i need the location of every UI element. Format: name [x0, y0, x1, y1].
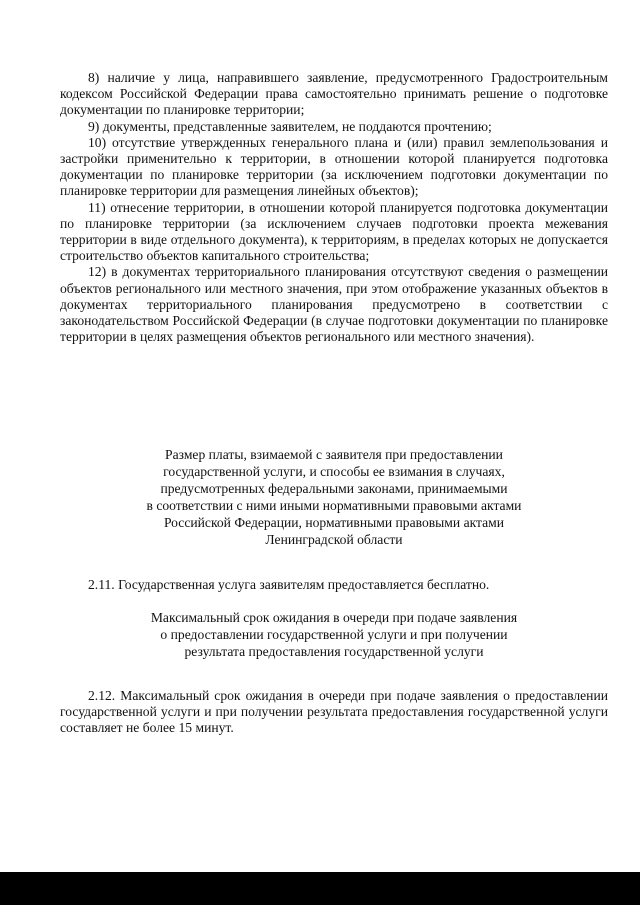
heading-line: Размер платы, взимаемой с заявителя при предоставлении: [165, 447, 503, 462]
heading-line: Максимальный срок ожидания в очереди при подаче заявления: [150, 610, 518, 625]
list-section: [60, 70, 608, 345]
paragraph-2-11: 2.11. Государственная услуга заявителям предоставляется бесплатно.: [88, 577, 490, 592]
list-item-12: 12) в документах территориального планирования отсутствуют сведения о размещении объектов регионального или местного значения, при этом отображение указанных объектов в документах территориального планирования предусмотрено в соответствии с законодательством Российской Федерации (в случае подготовки документации по планировке территории в целях размещения объектов регионального или местного значения).: [60, 264, 608, 345]
heading-line: в соответствии с ними иными нормативными правовыми актами: [146, 498, 522, 513]
wait-time-section-heading: [60, 609, 608, 660]
list-item-8: 8) наличие у лица, направившего заявление, предусмотренного Градостроительным кодексом Российской Федерации права самостоятельно принимать решение о подготовке документации по планировке территории;: [60, 70, 608, 118]
heading-line: Российской Федерации, нормативными правовыми актами: [163, 515, 505, 530]
list-item-9: 9) документы, представленные заявителем, не поддаются прочтению;: [88, 118, 492, 134]
heading-line: Ленинградской области: [265, 532, 403, 547]
heading-line: государственной услуги, и способы ее взимания в случаях,: [163, 464, 505, 479]
list-item-11: 11) отнесение территории, в отношении которой планируется подготовка документации по планировке территории (за исключением случаев подготовки проекта межевания территории в виде отдельного документа), к территориям, в пределах которых не допускается строительство объектов капитального строительства;: [60, 199, 608, 264]
list-item-10: 10) отсутствие утвержденных генерального плана и (или) правил землепользования и застройки применительно к территории, в отношении которой планируется подготовка документации по планировке территории (за исключением подготовки документации по планировке территории для размещения линейных объектов);: [60, 134, 608, 199]
fee-section-heading: [60, 446, 608, 548]
scan-edge-bar: [0, 872, 640, 905]
heading-line: результата предоставления государственной услуги: [184, 644, 484, 659]
heading-line: предусмотренных федеральными законами, принимаемыми: [160, 481, 508, 496]
paragraph-2-12: 2.12. Максимальный срок ожидания в очереди при подаче заявления о предоставлении государственной услуги и при получении результата предоставления государственной услуги составляет не более 15 минут.: [60, 688, 608, 736]
heading-line: о предоставлении государственной услуги и при получении: [160, 627, 508, 642]
